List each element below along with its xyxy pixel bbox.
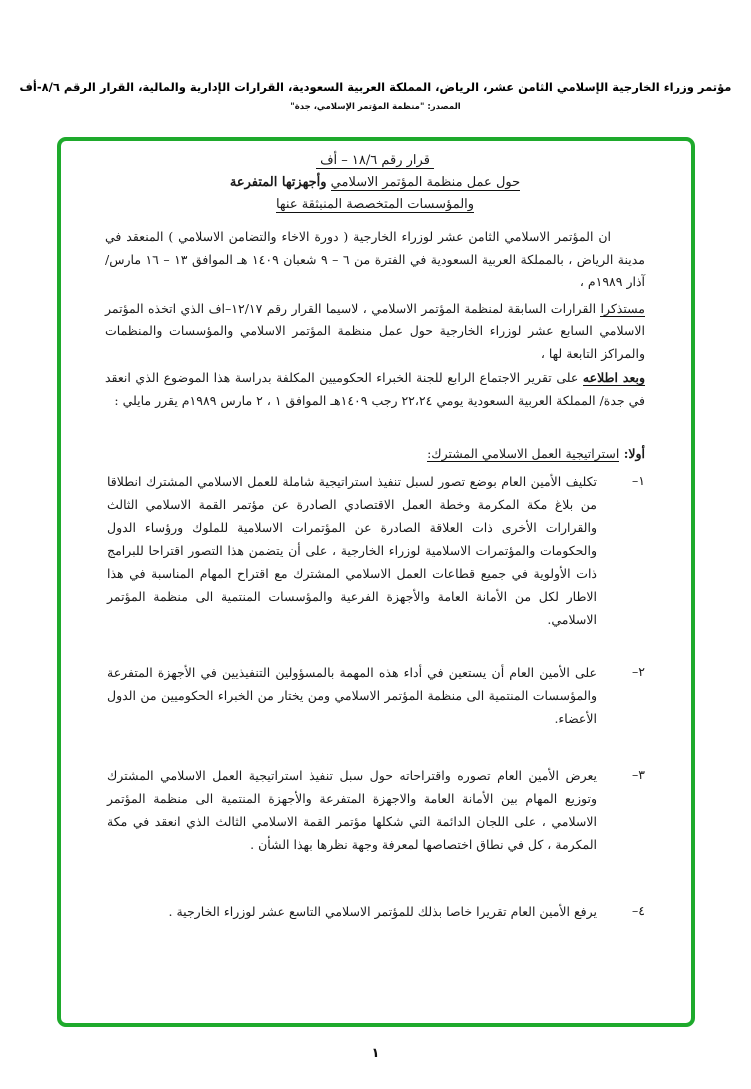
subject-line1-part-b: وأجهزتها المتفرعة [229, 175, 327, 190]
page-header [0, 78, 751, 114]
recalling-paragraph [105, 298, 645, 366]
list-item-1 [105, 470, 645, 631]
resolution-subject-line2: والمؤسسات المتخصصة المنبثقة عنها [275, 197, 475, 212]
section-label: أولا: [623, 446, 645, 461]
subject-line1-part-a: حول عمل منظمة المؤتمر الاسلامي [330, 175, 521, 190]
after-review-label: وبعد اطلاعه [582, 370, 646, 385]
source-line: المصدر: "منظمة المؤتمر الإسلامي، جدة" [290, 102, 461, 112]
section-title: استراتيجية العمل الاسلامي المشترك: [427, 446, 620, 461]
item-text: على الأمين العام أن يستعين في أداء هذه المهمة بالمسؤولين التنفيذيين في الأجهزة المتفرعة والمؤسسات المنتمية الى منظمة المؤتمر الاسلامي ومن يختار من الخبراء الحكوميين من الدول الأعضاء. [107, 665, 597, 726]
list-item-2 [105, 661, 645, 730]
recalling-text: القرارات السابقة لمنظمة المؤتمر الاسلامي ، لاسيما القرار رقم ١٢/١٧–اف الذي اتخذه المؤتمر الاسلامي السابع عشر لوزراء الخارجية حول عمل منظمة المؤتمر الاسلامي والمؤسسات والمنظمات والمراكز التابعة لها ، [105, 300, 645, 361]
resolution-subject [105, 172, 645, 194]
list-item-3 [105, 764, 645, 856]
after-review-text: على تقرير الاجتماع الرابع للجنة الخبراء الحكوميين المكلفة بدراسة هذا الموضوع الذي انعقد في جدة/ المملكة العربية السعودية يومي ٢٢،٢٤ رجب ١٤٠٩هـ الموافق ١ ، ٢ مارس ١٩٨٩م يقرر مايلي : [105, 370, 645, 408]
item-text: يعرض الأمين العام تصوره واقتراحاته حول سبل تنفيذ استراتيجية العمل الاسلامي المشترك وتوزيع المهام بين الأمانة العامة والاجهزة المتفرعة والأجهزة المنتمية الى منظمة المؤتمر الاسلامي ، على اللجان الدائمة التي شكلها مؤتمر القمة الاسلامي الثالث الذي انعقد في مكة المكرمة ، كل في نطاق اختصاصها لمعرفة وجهة نظرها بهذا الشأن . [107, 768, 597, 852]
item-number: ٣– [632, 767, 645, 782]
intro-paragraph: ان المؤتمر الاسلامي الثامن عشر لوزراء الخارجية ( دورة الاخاء والتضامن الاسلامي ) المنعقد في مدينة الرياض ، بالمملكة العربية السعودية في الفترة من ٦ – ٩ شعبان ١٤٠٩ هـ الموافق ١٣ – ١٦ مارس/ آذار ١٩٨٩م ، [105, 229, 646, 289]
document-title: مؤتمر وزراء الخارجية الإسلامي الثامن عشر، الرياض، المملكة العربية السعودية، القرارات الإدارية والمالية، القرار الرقم ٨/٦-أف [19, 80, 732, 94]
item-number: ٤– [632, 903, 645, 918]
after-review-paragraph [105, 367, 645, 412]
item-number: ١– [632, 473, 645, 488]
list-item-4 [105, 900, 645, 923]
recalling-label: مستذكرا [600, 300, 645, 316]
resolution-number: قرار رقم ١٨/٦ – أف [105, 150, 645, 172]
item-text: تكليف الأمين العام بوضع تصور لسبل تنفيذ استراتيجية شاملة للعمل الاسلامي المشترك انطلاقا من بلاغ مكة المكرمة وخطة العمل الاقتصادي الصادرة عن مؤتمر القمة الاسلامي الثالث والقرارات الأخرى ذات العلاقة الصادرة عن المؤتمرات الاسلامية للملوك ورؤساء الدول والحكومات والمؤتمرات الاسلامية لوزراء الخارجية ، على أن يتضمن هذا التصور اقتراحا للبرامج ذات الأولوية في جميع قطاعات العمل الاسلامي المشترك مع اقتراح المهام المناسبة في هذا الاطار لكل من الأمانة العامة والأجهزة الفرعية والمؤسسات المنتمية الى منظمة المؤتمر الاسلامي. [107, 474, 597, 627]
item-number: ٢– [632, 664, 645, 679]
section-heading [105, 444, 645, 464]
item-text: يرفع الأمين العام تقريرا خاصا بذلك للمؤتمر الاسلامي التاسع عشر لوزراء الخارجية . [168, 904, 597, 919]
page-number: ١ [371, 1046, 380, 1061]
resolution-document [105, 150, 645, 923]
